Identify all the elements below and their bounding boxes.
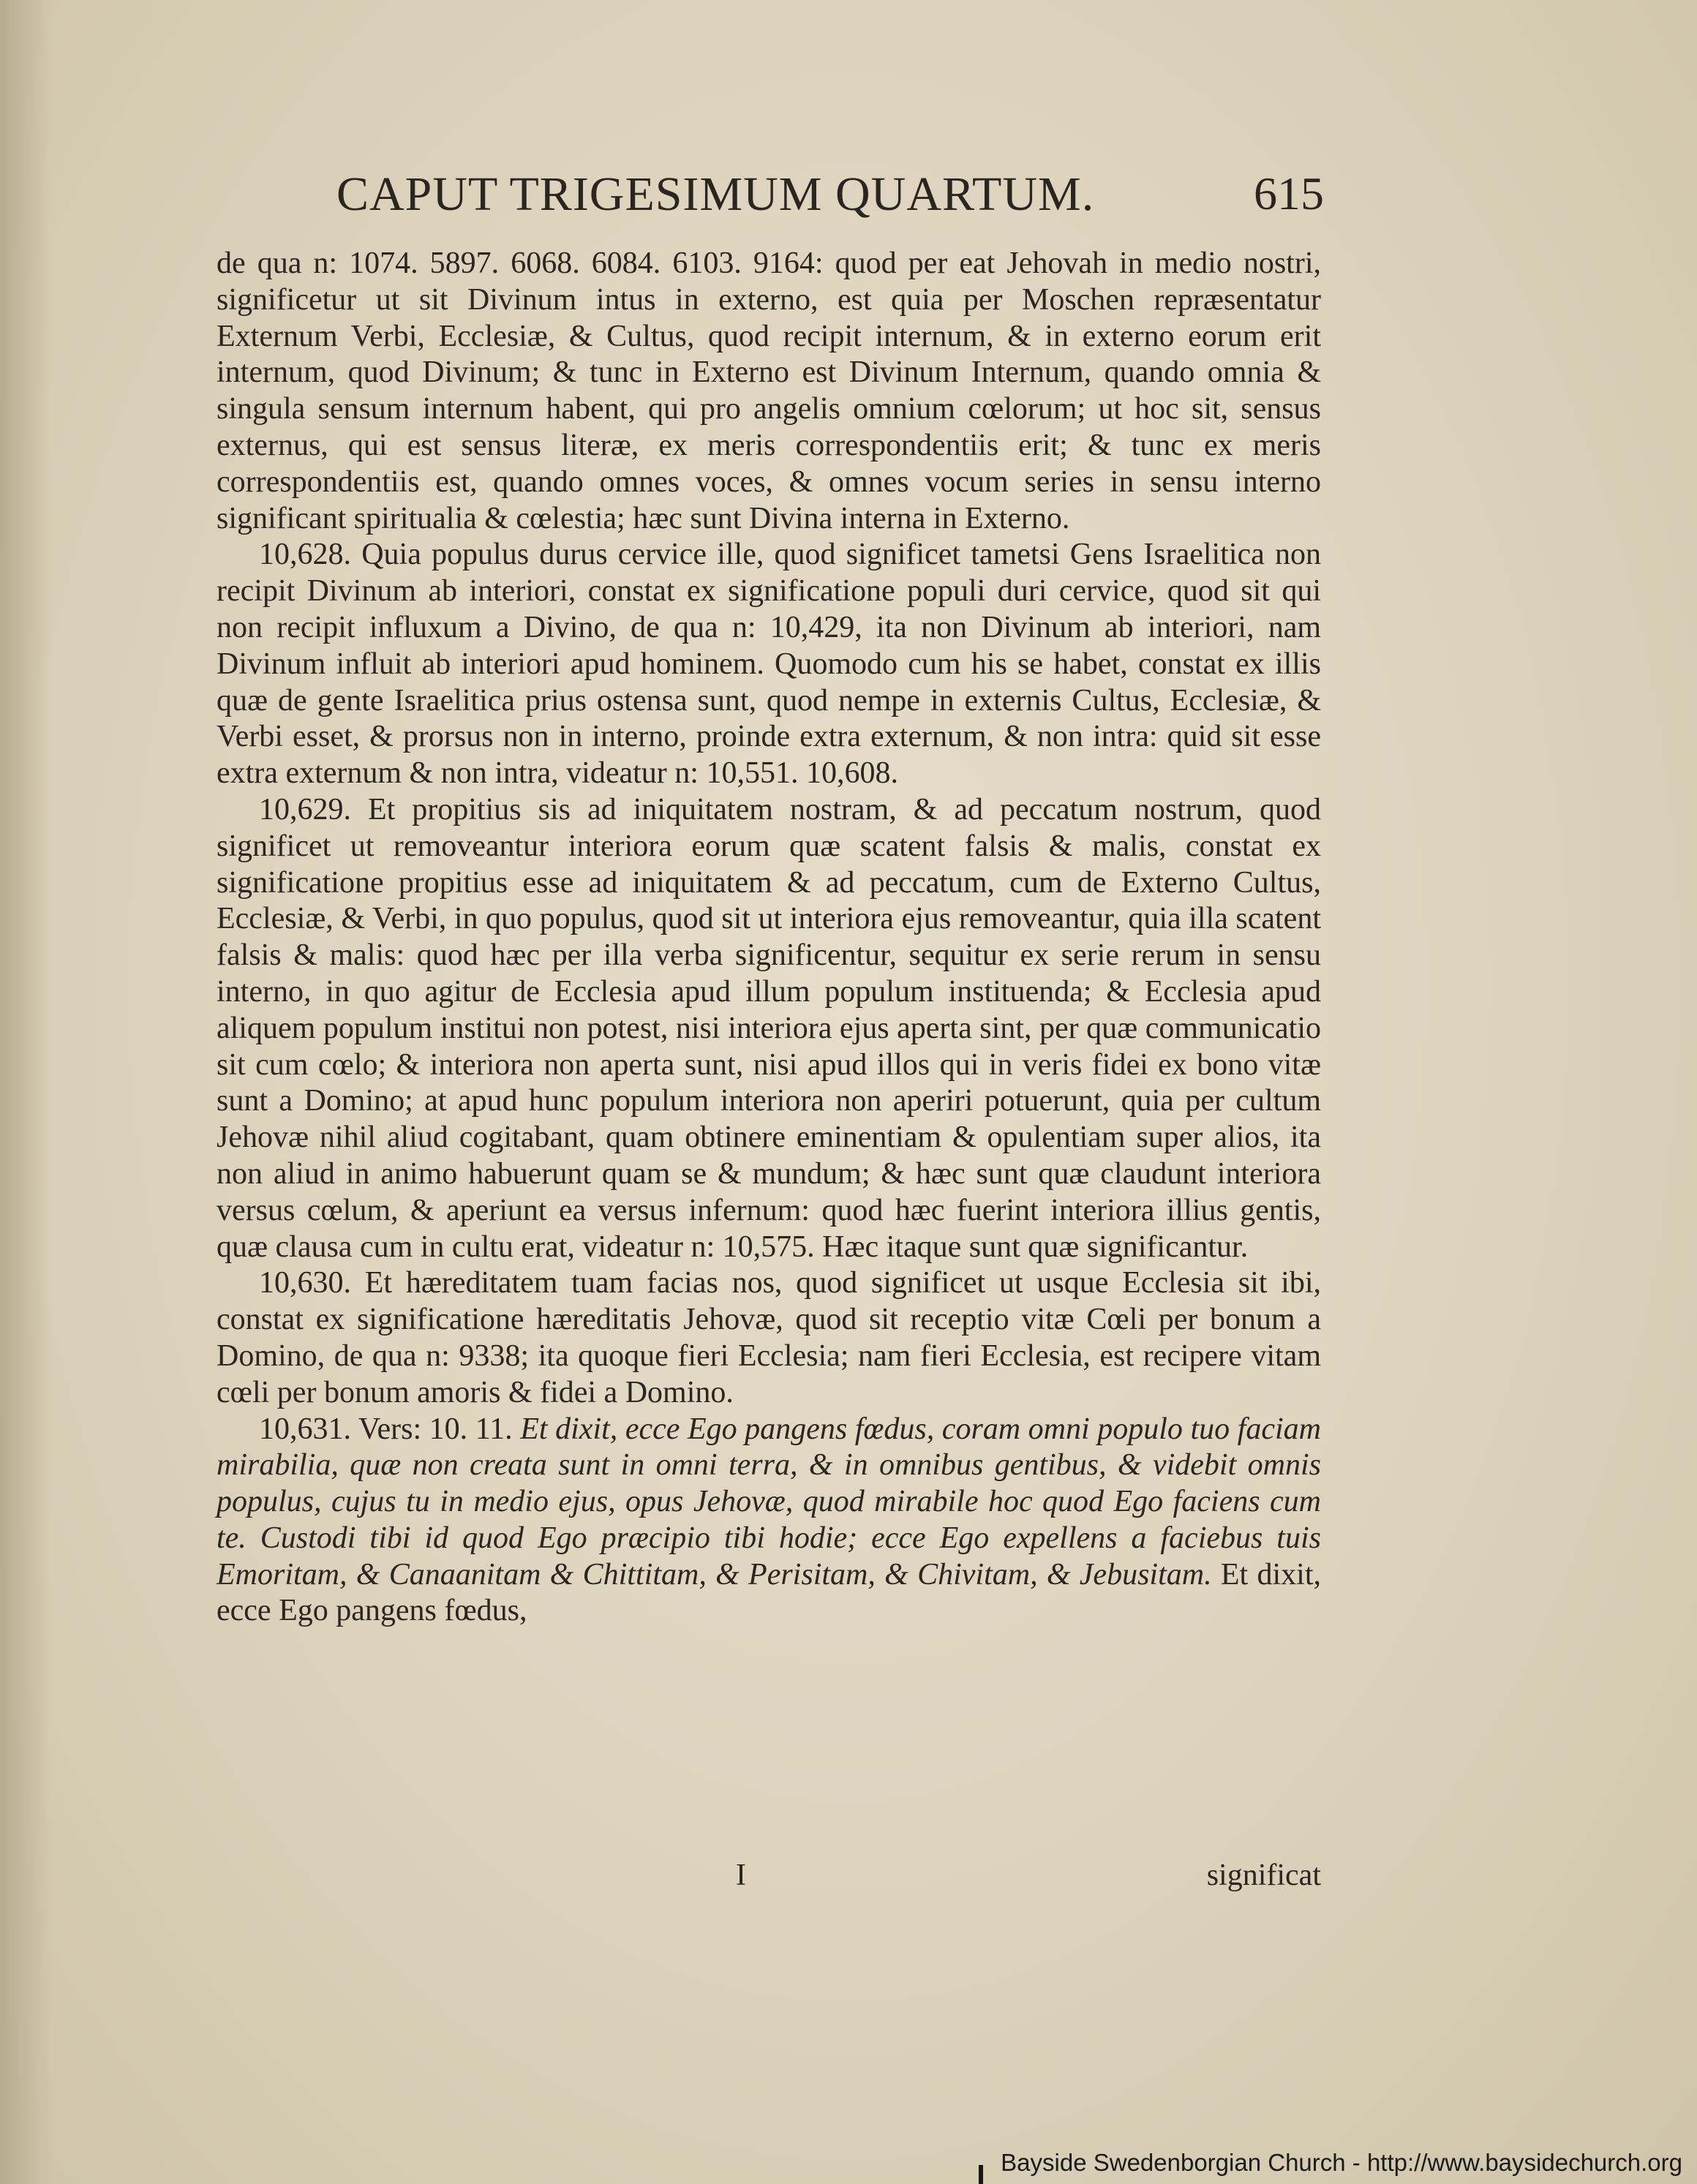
page-footer — [217, 1858, 1321, 1902]
watermark: Bayside Swedenborgian Church - http://www.baysidechurch.org — [1001, 2149, 1682, 2176]
running-title: CAPUT TRIGESIMUM QUARTUM. — [336, 167, 1095, 221]
page-number: 615 — [1254, 167, 1324, 219]
paragraph-10629 — [217, 792, 1321, 1265]
paragraph-10630 — [217, 1265, 1321, 1411]
catchword: significat — [1206, 1859, 1321, 1892]
verse-reference: Vers: 10. 11. — [358, 1412, 513, 1446]
paragraph-text: de qua n: 1074. 5897. 6068. 6084. 6103. 9164: quod per eat Jehovah in medio nostri, significetur ut sit Divinum intus in externo, est quia per Moschen repræsentatur Externum Verbi, Ecclesiæ, & Cultus, quod recipit internum, & in externo eorum erit internum, quod Divinum; & tunc in Externo est Divinum Internum, quando omnia & singula sensum internum habent, qui pro angelis omnium cœlorum; ut hoc sit, sensus externus, qui est sensus literæ, ex meris correspondentiis erit; & tunc ex meris correspondentiis est, quando omnes voces, & omnes vocum series in sensu interno significant spiritualia & cœlestia; hæc sunt Divina interna in Externo. — [217, 246, 1321, 535]
signature-mark: I — [736, 1859, 746, 1892]
paragraph-10631 — [217, 1412, 1321, 1630]
paragraph-number: 10,628. — [259, 538, 351, 572]
paragraph-text: Quia populus durus cervice ille, quod significet tametsi Gens Israelitica non recipit Divinum ab interiori, constat ex significatione populi duri cervice, quod sit qui non recipit influxum a Divino, de qua n: 10,429, ita non Divinum ab interiori, nam Divinum influit ab interiori apud hominem. Quomodo cum his se habet, constat ex illis quæ de gente Israelitica prius ostensa sunt, quod nempe in externis Cultus, Ecclesiæ, & Verbi esset, & prorsus non in interno, proinde extra externum, & non intra: quid sit esse extra externum & non intra, videatur n: 10,551. 10,608. — [217, 538, 1322, 791]
paragraph-number: 10,629. — [259, 792, 351, 826]
paragraph-text: Et hæreditatem tuam facias nos, quod significet ut usque Ecclesia sit ibi, constat ex significatione hæreditatis Jehovæ, quod sit receptio vitæ Cœli per bonum a Domino, de qua n: 9338; ita quoque fieri Ecclesia; nam fieri Ecclesia, est recipere vitam cœli per bonum amoris & fidei a Domino. — [217, 1266, 1322, 1409]
paragraph-number: 10,630. — [259, 1266, 351, 1300]
paragraph-text: Et propitius sis ad iniquitatem nostram, & ad peccatum nostrum, quod significet ut removeantur interiora eorum quæ scatent falsis & malis, constat ex significatione propitius esse ad iniquitatem & ad peccatum, cum de Externo Cultus, Ecclesiæ, & Verbi, in quo populus, quod sit ut interiora ejus removeantur, quia illa scatent falsis & malis: quod hæc per illa verba significentur, sequitur ex serie rerum in sensu interno, in quo agitur de Ecclesia apud illum populum instituenda; & Ecclesia apud aliquem populum institui non potest, nisi interiora ejus aperta sint, per quæ communicatio sit cum cœlo; & interiora non aperta sunt, nisi apud illos qui in veris fidei ex bono vitæ sunt a Domino; at apud hunc populum interiora non aperiri potuerunt, quia per cultum Jehovæ nihil aliud cogitabant, quam obtinere eminentiam & opulentiam super alios, ita non aliud in animo habuerunt quam se & mundum; & hæc sunt quæ claudunt interiora versus cœlum, & aperiunt ea versus infernum: quod hæc fuerint interiora illius gentis, quæ clausa cum in cultu erat, videatur n: 10,575. Hæc itaque sunt quæ significantur. — [217, 792, 1322, 1264]
body-text — [217, 246, 1321, 1630]
page-header — [336, 167, 1324, 233]
binding-shadow — [0, 0, 51, 2184]
paragraph-continuation — [217, 246, 1321, 537]
paragraph-text: Et dixit, ecce Ego pangens fœdus, — [217, 1557, 1321, 1628]
paragraph-number: 10,631. — [259, 1412, 351, 1446]
bottom-tear-mark — [979, 2165, 983, 2184]
paragraph-10628 — [217, 537, 1321, 792]
scripture-quote: Et dixit, ecce Ego pangens fœdus, coram omni populo tuo faciam mirabilia, quæ non creata sunt in omni terra, & in omnibus gentibus, & videbit omnis populus, cujus tu in medio ejus, opus Jehovæ, quod mirabile hoc quod Ego faciens cum te. Custodi tibi id quod Ego præcipio tibi hodie; ecce Ego expellens a faciebus tuis Emoritam, & Canaanitam & Chittitam, & Perisitam, & Chivitam, & Jebusitam. — [217, 1412, 1321, 1592]
